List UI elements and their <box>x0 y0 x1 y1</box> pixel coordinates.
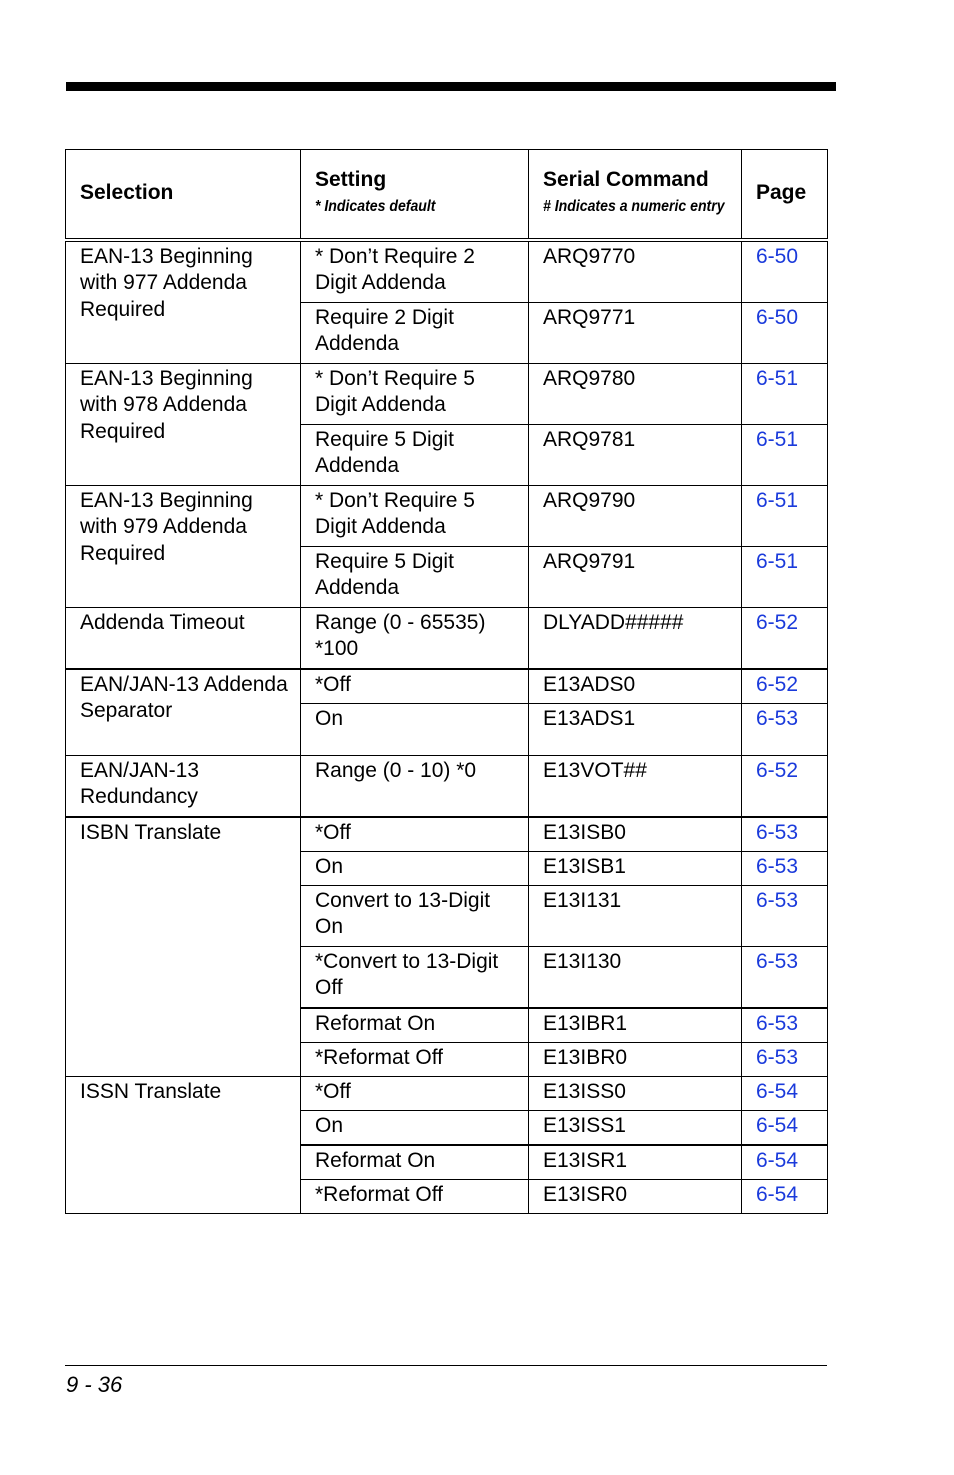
page-link[interactable]: 6-50 <box>756 244 799 268</box>
page-link[interactable]: 6-53 <box>756 949 799 973</box>
page-cell <box>742 1110 828 1145</box>
page-cell <box>742 546 828 607</box>
table-row <box>66 240 828 303</box>
setting-cell: Reformat On <box>301 1145 529 1180</box>
serial-command-table <box>65 149 828 1214</box>
setting-cell: On <box>301 703 529 755</box>
setting-cell: Require 5 Digit Addenda <box>301 424 529 485</box>
page-link[interactable]: 6-52 <box>756 610 799 634</box>
setting-cell: Reformat On <box>301 1008 529 1043</box>
page-link[interactable]: 6-52 <box>756 672 799 696</box>
command-cell: ARQ9770 <box>529 240 742 303</box>
setting-cell: Convert to 13-Digit On <box>301 885 529 946</box>
selection-cell: EAN-13 Beginning with 979 Addenda Required <box>66 485 301 607</box>
command-cell: E13ADS0 <box>529 669 742 704</box>
table-row <box>66 817 828 852</box>
page-cell <box>742 485 828 546</box>
command-cell: E13ISB1 <box>529 851 742 885</box>
page-link[interactable]: 6-54 <box>756 1079 799 1103</box>
setting-cell: Range (0 - 10) *0 <box>301 755 529 817</box>
header-serial-command-note: # Indicates a numeric entry <box>543 197 725 215</box>
page-link[interactable]: 6-54 <box>756 1113 799 1137</box>
page-cell <box>742 669 828 704</box>
header-selection: Selection <box>66 150 301 240</box>
page-cell <box>742 1076 828 1110</box>
selection-cell: ISBN Translate <box>66 817 301 1077</box>
page-cell <box>742 1179 828 1213</box>
setting-cell: On <box>301 851 529 885</box>
command-cell: E13I131 <box>529 885 742 946</box>
page-cell <box>742 946 828 1008</box>
command-cell: E13ADS1 <box>529 703 742 755</box>
page-link[interactable]: 6-52 <box>756 758 799 782</box>
page-cell <box>742 755 828 817</box>
page-cell <box>742 302 828 363</box>
table-row <box>66 755 828 817</box>
command-cell: E13I130 <box>529 946 742 1008</box>
command-cell: DLYADD##### <box>529 607 742 669</box>
header-serial-command-label: Serial Command <box>543 168 709 191</box>
page-cell <box>742 1042 828 1076</box>
table-row <box>66 607 828 669</box>
page-cell <box>742 424 828 485</box>
setting-cell: Require 2 Digit Addenda <box>301 302 529 363</box>
table-row <box>66 363 828 424</box>
header-setting-label: Setting <box>315 168 387 191</box>
page-cell <box>742 885 828 946</box>
page-link[interactable]: 6-54 <box>756 1182 799 1206</box>
footer-page-number: 9 - 36 <box>66 1372 123 1397</box>
command-cell: ARQ9781 <box>529 424 742 485</box>
command-cell: E13IBR1 <box>529 1008 742 1043</box>
setting-cell: On <box>301 1110 529 1145</box>
page-link[interactable]: 6-51 <box>756 427 799 451</box>
page-cell <box>742 363 828 424</box>
table-row <box>66 1076 828 1110</box>
selection-cell: Addenda Timeout <box>66 607 301 669</box>
setting-cell: * Don’t Require 5 Digit Addenda <box>301 485 529 546</box>
page-cell <box>742 817 828 852</box>
top-rule <box>66 82 836 91</box>
page-cell <box>742 703 828 755</box>
page-link[interactable]: 6-51 <box>756 366 799 390</box>
page-link[interactable]: 6-51 <box>756 549 799 573</box>
header-setting <box>301 150 529 240</box>
command-cell: ARQ9771 <box>529 302 742 363</box>
page-link[interactable]: 6-53 <box>756 706 799 730</box>
page-link[interactable]: 6-53 <box>756 1011 799 1035</box>
setting-cell: Range (0 - 65535) *100 <box>301 607 529 669</box>
command-cell: E13IBR0 <box>529 1042 742 1076</box>
setting-cell: *Off <box>301 669 529 704</box>
page-link[interactable]: 6-53 <box>756 820 799 844</box>
page-link[interactable]: 6-51 <box>756 488 799 512</box>
command-cell: E13ISR0 <box>529 1179 742 1213</box>
table-row <box>66 485 828 546</box>
page-link[interactable]: 6-54 <box>756 1148 799 1172</box>
table-row <box>66 669 828 704</box>
selection-cell: EAN/JAN-13 Addenda Separator <box>66 669 301 756</box>
command-cell: E13ISS0 <box>529 1076 742 1110</box>
footer-rule <box>65 1365 827 1366</box>
setting-cell: *Off <box>301 817 529 852</box>
setting-cell: Require 5 Digit Addenda <box>301 546 529 607</box>
command-cell: ARQ9791 <box>529 546 742 607</box>
page-link[interactable]: 6-53 <box>756 854 799 878</box>
header-page: Page <box>742 150 828 240</box>
setting-cell: * Don’t Require 5 Digit Addenda <box>301 363 529 424</box>
selection-cell: EAN-13 Beginning with 978 Addenda Required <box>66 363 301 485</box>
page-cell <box>742 1008 828 1043</box>
command-cell: E13ISB0 <box>529 817 742 852</box>
command-cell: ARQ9790 <box>529 485 742 546</box>
setting-cell: * Don’t Require 2 Digit Addenda <box>301 240 529 303</box>
command-cell: E13ISR1 <box>529 1145 742 1180</box>
table-header-row <box>66 150 828 240</box>
setting-cell: *Convert to 13-Digit Off <box>301 946 529 1008</box>
selection-cell: ISSN Translate <box>66 1076 301 1213</box>
command-cell: E13ISS1 <box>529 1110 742 1145</box>
header-serial-command <box>529 150 742 240</box>
page-link[interactable]: 6-50 <box>756 305 799 329</box>
page-cell <box>742 607 828 669</box>
setting-cell: *Off <box>301 1076 529 1110</box>
selection-cell: EAN-13 Beginning with 977 Addenda Required <box>66 240 301 364</box>
page-cell <box>742 851 828 885</box>
command-cell: ARQ9780 <box>529 363 742 424</box>
page-cell <box>742 1145 828 1180</box>
page-link[interactable]: 6-53 <box>756 888 799 912</box>
selection-cell: EAN/JAN-13 Redundancy <box>66 755 301 817</box>
page-cell <box>742 240 828 303</box>
setting-cell: *Reformat Off <box>301 1179 529 1213</box>
header-setting-note: * Indicates default <box>315 197 436 215</box>
command-cell: E13VOT## <box>529 755 742 817</box>
page-link[interactable]: 6-53 <box>756 1045 799 1069</box>
setting-cell: *Reformat Off <box>301 1042 529 1076</box>
